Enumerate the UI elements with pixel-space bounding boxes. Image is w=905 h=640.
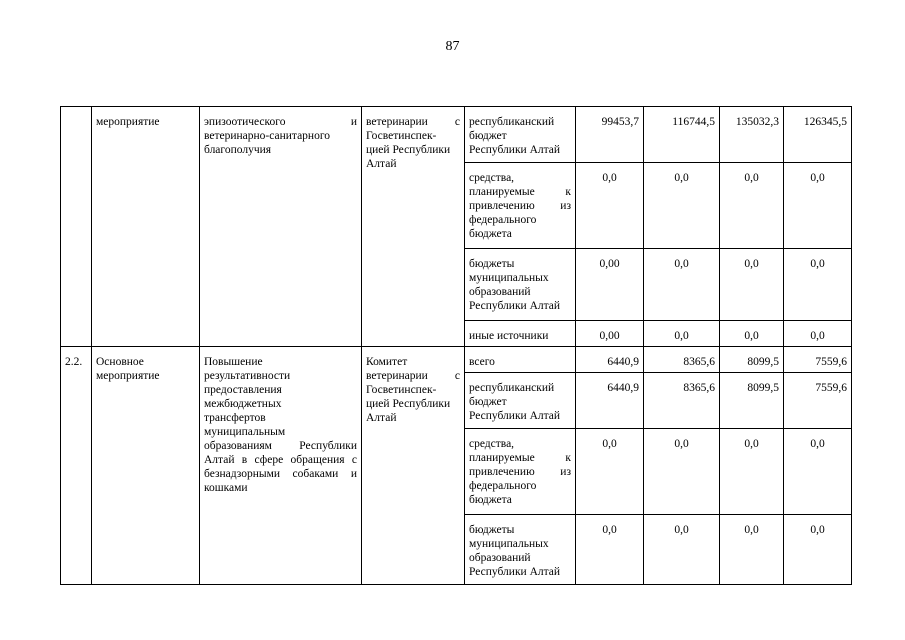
measure-type-cell: мероприятие (92, 107, 200, 347)
measure-name-line: безнадзорными собаками и (204, 468, 357, 480)
measure-name-line: муниципальным (204, 426, 286, 438)
funding-source-line: бюджета (469, 228, 512, 240)
measure-name-line: образованиям Республики (204, 440, 357, 452)
funding-source-line: федерального (469, 480, 537, 492)
value-cell: 7559,6 (784, 373, 852, 429)
funding-source-line: федерального (469, 214, 537, 226)
value-cell: 8365,6 (644, 373, 720, 429)
measure-name-line: трансфертов (204, 412, 266, 424)
measure-name-line: эпизоотического и (204, 116, 357, 128)
measure-name-cell (200, 347, 362, 585)
value-cell: 0,0 (644, 515, 720, 585)
value-cell: 0,0 (644, 249, 720, 321)
value-cell: 0,0 (784, 249, 852, 321)
value-cell: 116744,5 (644, 107, 720, 163)
measure-type-cell (92, 347, 200, 585)
value-cell: 135032,3 (720, 107, 784, 163)
measure-name-line: результативности (204, 370, 291, 382)
measure-name-line: Алтай в сфере обращения с (204, 454, 357, 466)
executor-line: цией Республики (366, 398, 451, 410)
value-cell: 0,00 (576, 249, 644, 321)
funding-source-cell (465, 515, 576, 585)
row-number-cell: 2.2. (61, 347, 92, 585)
table-row (61, 107, 852, 163)
funding-source-line: бюджеты (469, 258, 515, 270)
measure-name-line: Повышение (204, 356, 263, 368)
value-cell: 99453,7 (576, 107, 644, 163)
value-cell: 0,0 (644, 321, 720, 347)
funding-source-line: Республики Алтай (469, 144, 561, 156)
value-cell: 0,0 (576, 515, 644, 585)
funding-source-line: планируемые к (469, 186, 571, 198)
funding-source-line: муниципальных (469, 538, 549, 550)
page-number: 87 (445, 39, 460, 54)
value-cell: 0,0 (720, 163, 784, 249)
funding-source-line: привлечению из (469, 200, 571, 212)
funding-source-line: Республики Алтай (469, 410, 561, 422)
measure-name-line: ветеринарно-санитарного (204, 130, 331, 142)
executor-line: ветеринарии с (366, 116, 460, 128)
measure-type-line: Основное (96, 356, 144, 368)
funding-source-line: всего (469, 356, 495, 368)
executor-line: Алтай (366, 412, 397, 424)
table-row (61, 347, 852, 373)
funding-source-line: муниципальных (469, 272, 549, 284)
funding-source-line: образований (469, 286, 531, 298)
program-table (60, 106, 852, 585)
executor-cell (362, 347, 465, 585)
value-cell: 0,0 (720, 249, 784, 321)
funding-source-cell (465, 347, 576, 373)
executor-cell (362, 107, 465, 347)
funding-source-line: Республики Алтай (469, 566, 561, 578)
value-cell: 0,00 (576, 321, 644, 347)
funding-source-line: республиканский (469, 116, 555, 128)
value-cell: 0,0 (644, 429, 720, 515)
value-cell: 0,0 (720, 515, 784, 585)
value-cell: 0,0 (576, 163, 644, 249)
measure-name-line: предоставления (204, 384, 282, 396)
funding-source-cell (465, 429, 576, 515)
funding-source-line: бюджеты (469, 524, 515, 536)
executor-line: Алтай (366, 158, 397, 170)
funding-source-line: средства, (469, 172, 515, 184)
funding-source-line: бюджет (469, 130, 507, 142)
funding-source-line: республиканский (469, 382, 555, 394)
funding-source-cell (465, 373, 576, 429)
value-cell: 8099,5 (720, 373, 784, 429)
funding-source-line: средства, (469, 438, 515, 450)
executor-line: ветеринарии с (366, 370, 460, 382)
funding-source-line: бюджета (469, 494, 512, 506)
row-number-cell (61, 107, 92, 347)
funding-source-cell (465, 249, 576, 321)
value-cell: 0,0 (784, 429, 852, 515)
value-cell: 0,0 (576, 429, 644, 515)
funding-source-line: привлечению из (469, 466, 571, 478)
value-cell: 0,0 (720, 321, 784, 347)
funding-source-line: иные источники (469, 330, 549, 342)
value-cell: 8099,5 (720, 347, 784, 373)
value-cell: 0,0 (720, 429, 784, 515)
value-cell: 7559,6 (784, 347, 852, 373)
measure-name-line: благополучия (204, 144, 272, 156)
funding-source-cell (465, 163, 576, 249)
funding-source-line: образований (469, 552, 531, 564)
value-cell: 6440,9 (576, 347, 644, 373)
executor-line: Комитет (366, 356, 408, 368)
funding-source-line: Республики Алтай (469, 300, 561, 312)
funding-source-cell (465, 107, 576, 163)
executor-line: Госветинспек- (366, 130, 437, 142)
measure-type-line: мероприятие (96, 370, 160, 382)
funding-source-line: бюджет (469, 396, 507, 408)
value-cell: 0,0 (784, 163, 852, 249)
value-cell: 126345,5 (784, 107, 852, 163)
value-cell: 8365,6 (644, 347, 720, 373)
value-cell: 6440,9 (576, 373, 644, 429)
value-cell: 0,0 (784, 515, 852, 585)
value-cell: 0,0 (784, 321, 852, 347)
measure-name-line: межбюджетных (204, 398, 282, 410)
funding-source-line: планируемые к (469, 452, 571, 464)
measure-name-cell (200, 107, 362, 347)
measure-name-line: кошками (204, 482, 248, 494)
executor-line: Госветинспек- (366, 384, 437, 396)
funding-source-cell (465, 321, 576, 347)
executor-line: цией Республики (366, 144, 451, 156)
value-cell: 0,0 (644, 163, 720, 249)
